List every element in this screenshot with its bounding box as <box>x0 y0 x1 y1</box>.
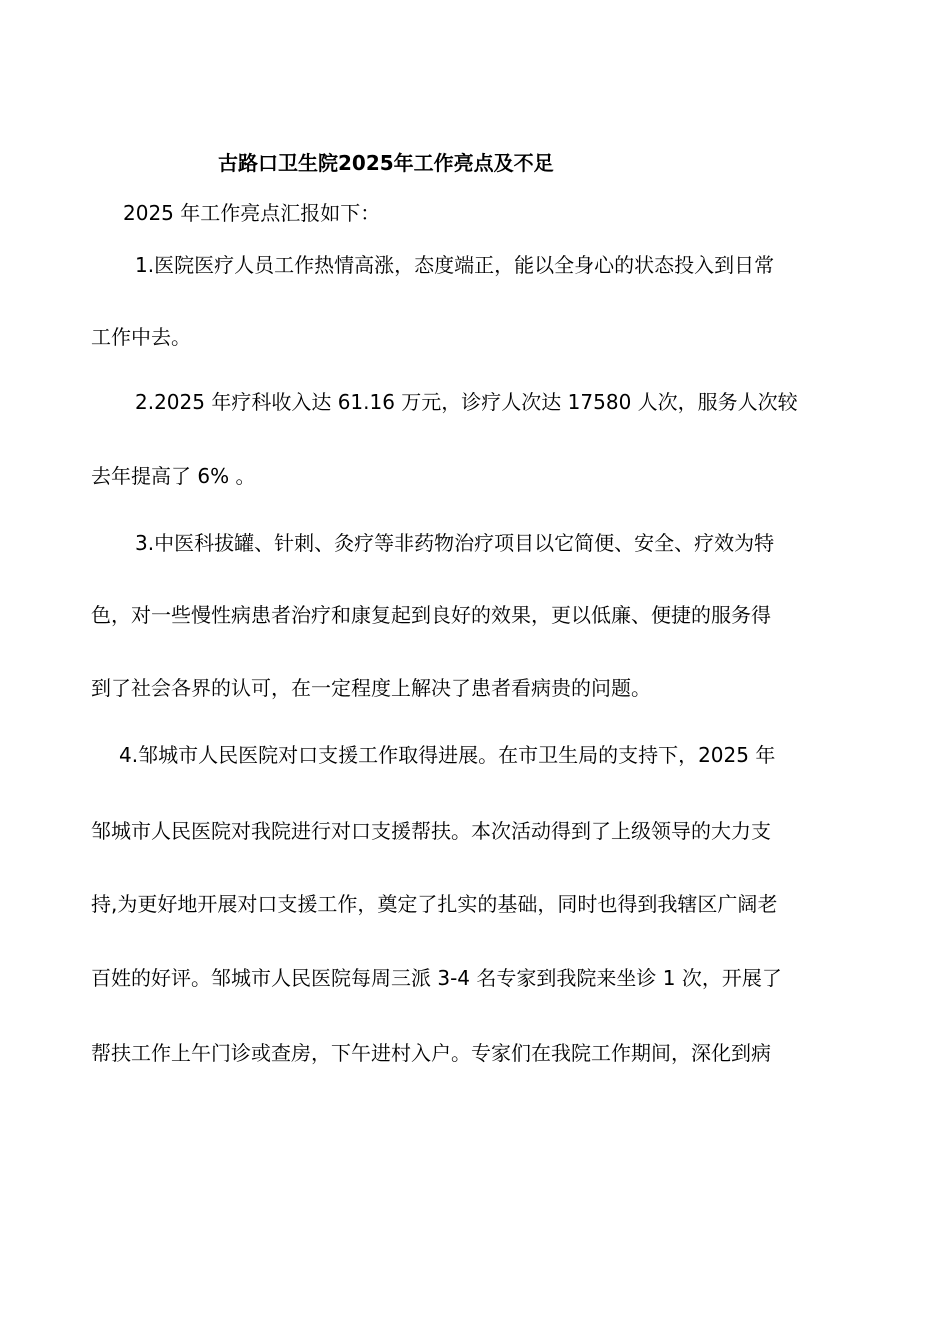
paragraph-4-line-3: 持,为更好地开展对口支援工作，奠定了扎实的基础，同时也得到我辖区广阔老 <box>91 892 778 916</box>
intro-line: 2025 年工作亮点汇报如下： <box>123 201 381 225</box>
paragraph-1-line-2: 工作中去。 <box>91 325 191 349</box>
document-title: 古路口卫生院2025年工作亮点及不足 <box>218 151 554 175</box>
paragraph-4-line-5: 帮扶工作上午门诊或查房，下午进村入户。专家们在我院工作期间，深化到病 <box>91 1041 771 1065</box>
paragraph-3-line-1: 3.中医科拔罐、针刺、灸疗等非药物治疗项目以它简便、安全、疗效为特 <box>135 531 775 555</box>
paragraph-4-line-2: 邹城市人民医院对我院进行对口支援帮扶。本次活动得到了上级领导的大力支 <box>91 819 771 843</box>
paragraph-1-line-1: 1.医院医疗人员工作热情高涨，态度端正，能以全身心的状态投入到日常 <box>135 253 775 277</box>
paragraph-2-line-2: 去年提高了 6% 。 <box>91 464 256 488</box>
paragraph-3-line-2: 色，对一些慢性病患者治疗和康复起到良好的效果，更以低廉、便捷的服务得 <box>91 603 771 627</box>
paragraph-2-line-1: 2.2025 年疗科收入达 61.16 万元，诊疗人次达 17580 人次，服务人次较 <box>135 390 798 414</box>
paragraph-4-line-4: 百姓的好评。邹城市人民医院每周三派 3-4 名专家到我院来坐诊 1 次，开展了 <box>91 966 782 990</box>
paragraph-4-line-1: 4.邹城市人民医院对口支援工作取得进展。在市卫生局的支持下，2025 年 <box>119 743 776 767</box>
paragraph-3-line-3: 到了社会各界的认可，在一定程度上解决了患者看病贵的问题。 <box>91 676 651 700</box>
